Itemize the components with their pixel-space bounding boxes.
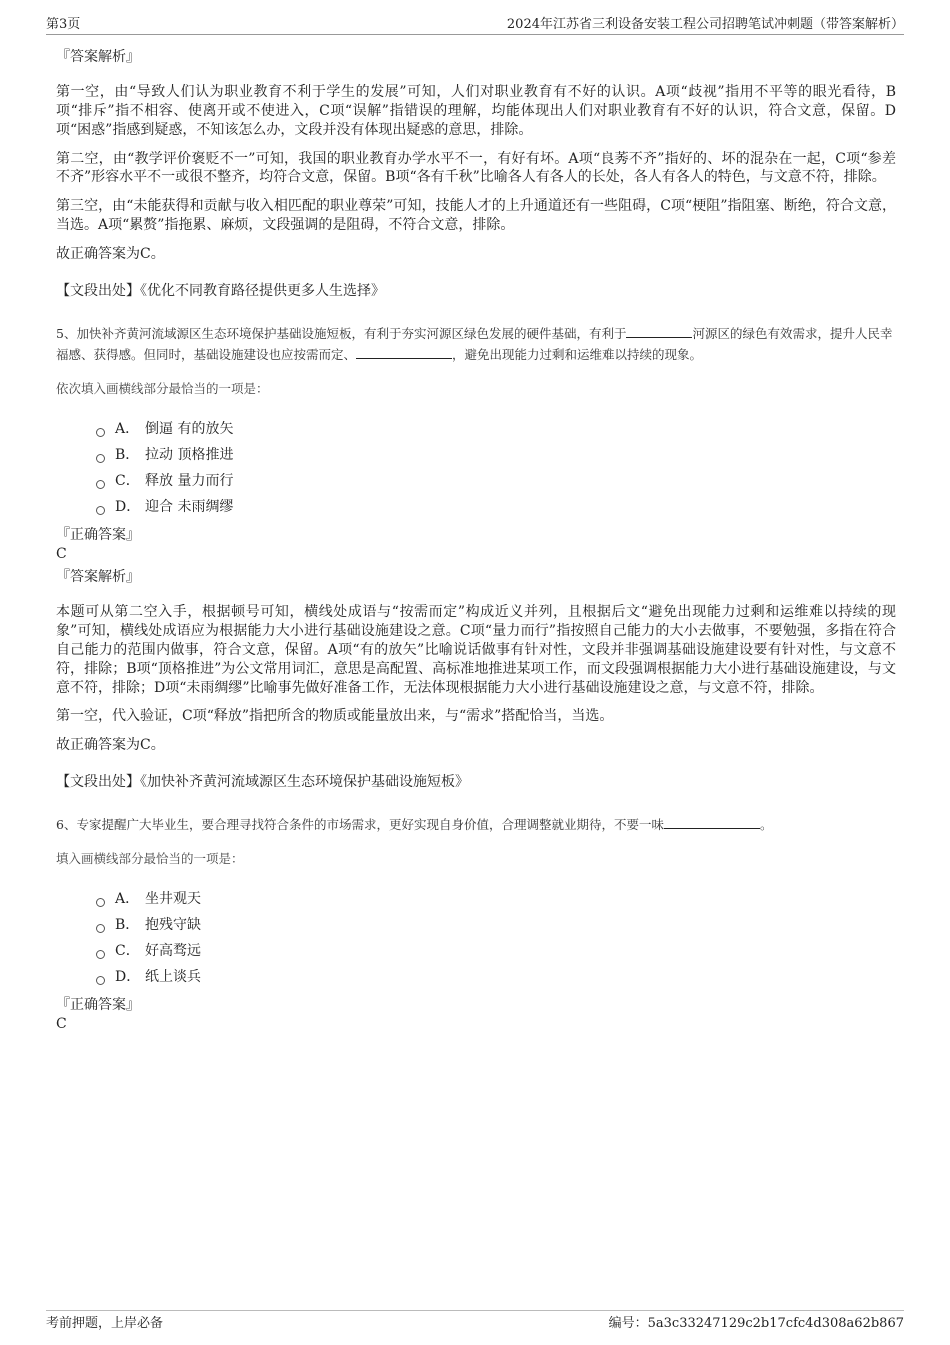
q5-analysis-p2: 第一空，代入验证，C项“释放”指把所含的物质或能量放出来，与“需求”搭配恰当，当选。 (56, 708, 614, 725)
main-content (56, 44, 896, 1034)
document-title: 2024年江苏省三利设备安装工程公司招聘笔试冲刺题（带答案解析） (506, 17, 904, 32)
q5-answer-label: 『正确答案』 (56, 527, 140, 544)
q5-answer: C (56, 546, 67, 563)
q5-option-c[interactable]: C． 释放 量力而行 (96, 468, 896, 494)
q5-blank-2 (356, 344, 452, 359)
q4-analysis-p3: 第三空，由“未能获得和贡献与收入相匹配的职业尊荣”可知，技能人才的上升通道还有一些阻碍，C项“梗阻”指阻塞、断绝，符合文意，当选。A项“累赘”指拖累、麻烦，文段强调的是阻碍，不符合文意，排除。 (56, 198, 896, 234)
q6-text-a: 6、专家提醒广大毕业生，要合理寻找符合条件的市场需求，更好实现自身价值，合理调整就业期待，不要一味 (56, 817, 664, 833)
radio-icon[interactable] (96, 924, 105, 933)
q6-prompt: 填入画横线部分最恰当的一项是： (56, 851, 244, 867)
q5-text-b: 河源区的绿色有效需求，提升人民幸福感、获得感。但同时，基础设施建设也应按需而定、 (56, 325, 893, 363)
q5-option-a[interactable]: A． 倒逼 有的放矢 (96, 416, 896, 442)
q5-analysis-p1: 本题可从第二空入手，根据顿号可知，横线处成语与“按需而定”构成近义并列，且根据后文“避免出现能力过剩和运维难以持续的现象”可知，横线处成语应为根据能力大小进行基础设施建设之意。C项“量力而行”指按照自己能力的大小去做事，不要勉强，多指在符合自己能力的范围内做事，符合文意，保留。A项“有的放矢”比喻说话做事有针对性，文段并非强调基础设施建设要有针对性，与文意不符，排除；B项“顶格推进”为公文常用词汇，意思是高配置、高标准地推进某项工作，而文段强调根据能力大小进行基础设施建设，与文意不符，排除；D项“未雨绸缪”比喻事先做好准备工作，无法体现根据能力大小进行基础设施建设之意，与文意不符，排除。 (56, 603, 896, 696)
q6-answer-label: 『正确答案』 (56, 997, 140, 1014)
q6-text-b: 。 (759, 817, 773, 833)
q4-analysis-label: 『答案解析』 (56, 49, 140, 65)
radio-icon[interactable] (96, 454, 105, 463)
q6-options (96, 886, 896, 990)
q6-question (56, 814, 896, 835)
q5-text-c: ，避免出现能力过剩和运维难以持续的现象。 (452, 347, 703, 363)
q5-question (56, 323, 896, 366)
radio-icon[interactable] (96, 428, 105, 437)
q5-text-a: 5、加快补齐黄河流域源区生态环境保护基础设施短板，有利于夯实河源区绿色发展的硬件基础，有利于 (56, 325, 627, 341)
q6-option-a[interactable]: A． 坐井观天 (96, 886, 896, 912)
q4-analysis-p2: 第二空，由“教学评价褒贬不一”可知，我国的职业教育办学水平不一，有好有坏。A项“良莠不齐”指好的、坏的混杂在一起，C项“参差不齐”形容水平不一或很不整齐，均符合文意，保留。B项“各有千秋”比喻各人有各人的长处，各人有各人的特色，与文意不符，排除。 (56, 150, 896, 186)
q5-prompt: 依次填入画横线部分最恰当的一项是： (56, 381, 269, 397)
q6-option-b[interactable]: B． 抱残守缺 (96, 912, 896, 938)
page-footer (46, 1310, 904, 1335)
footer-slogan: 考前押题，上岸必备 (46, 1316, 164, 1331)
page-number: 第3页 (46, 17, 81, 32)
q6-answer: C (56, 1016, 67, 1033)
q5-option-b[interactable]: B． 拉动 顶格推进 (96, 442, 896, 468)
radio-icon[interactable] (96, 480, 105, 489)
q5-option-d[interactable]: D． 迎合 未雨绸缪 (96, 494, 896, 520)
q6-blank-1 (664, 814, 760, 829)
q6-option-c[interactable]: C． 好高骛远 (96, 938, 896, 964)
q4-source: 【文段出处】《优化不同教育路径提供更多人生选择》 (56, 283, 385, 300)
q6-option-d[interactable]: D． 纸上谈兵 (96, 964, 896, 990)
page-header (46, 14, 904, 35)
radio-icon[interactable] (96, 950, 105, 959)
q4-analysis-p1: 第一空，由“导致人们认为职业教育不利于学生的发展”可知，人们对职业教育有不好的认识。A项“歧视”指用不平等的眼光看待，B项“排斥”指不相容、使离开或不使进入，C项“误解”指错误的理解，均能体现出人们对职业教育有不好的认识，符合文意，保留。D项“困惑”指感到疑惑，不知该怎么办，文段并没有体现出疑惑的意思，排除。 (56, 83, 896, 138)
q5-options (96, 416, 896, 520)
q5-source: 【文段出处】《加快补齐黄河流域源区生态环境保护基础设施短板》 (56, 774, 469, 791)
q4-conclusion: 故正确答案为C。 (56, 246, 165, 263)
footer-doc-id: 编号：5a3c33247129c2b17cfc4d308a62b867 (608, 1316, 904, 1331)
radio-icon[interactable] (96, 506, 105, 515)
q5-conclusion: 故正确答案为C。 (56, 737, 165, 754)
q5-analysis-label: 『答案解析』 (56, 569, 140, 586)
radio-icon[interactable] (96, 898, 105, 907)
radio-icon[interactable] (96, 976, 105, 985)
q5-blank-1 (626, 323, 692, 338)
